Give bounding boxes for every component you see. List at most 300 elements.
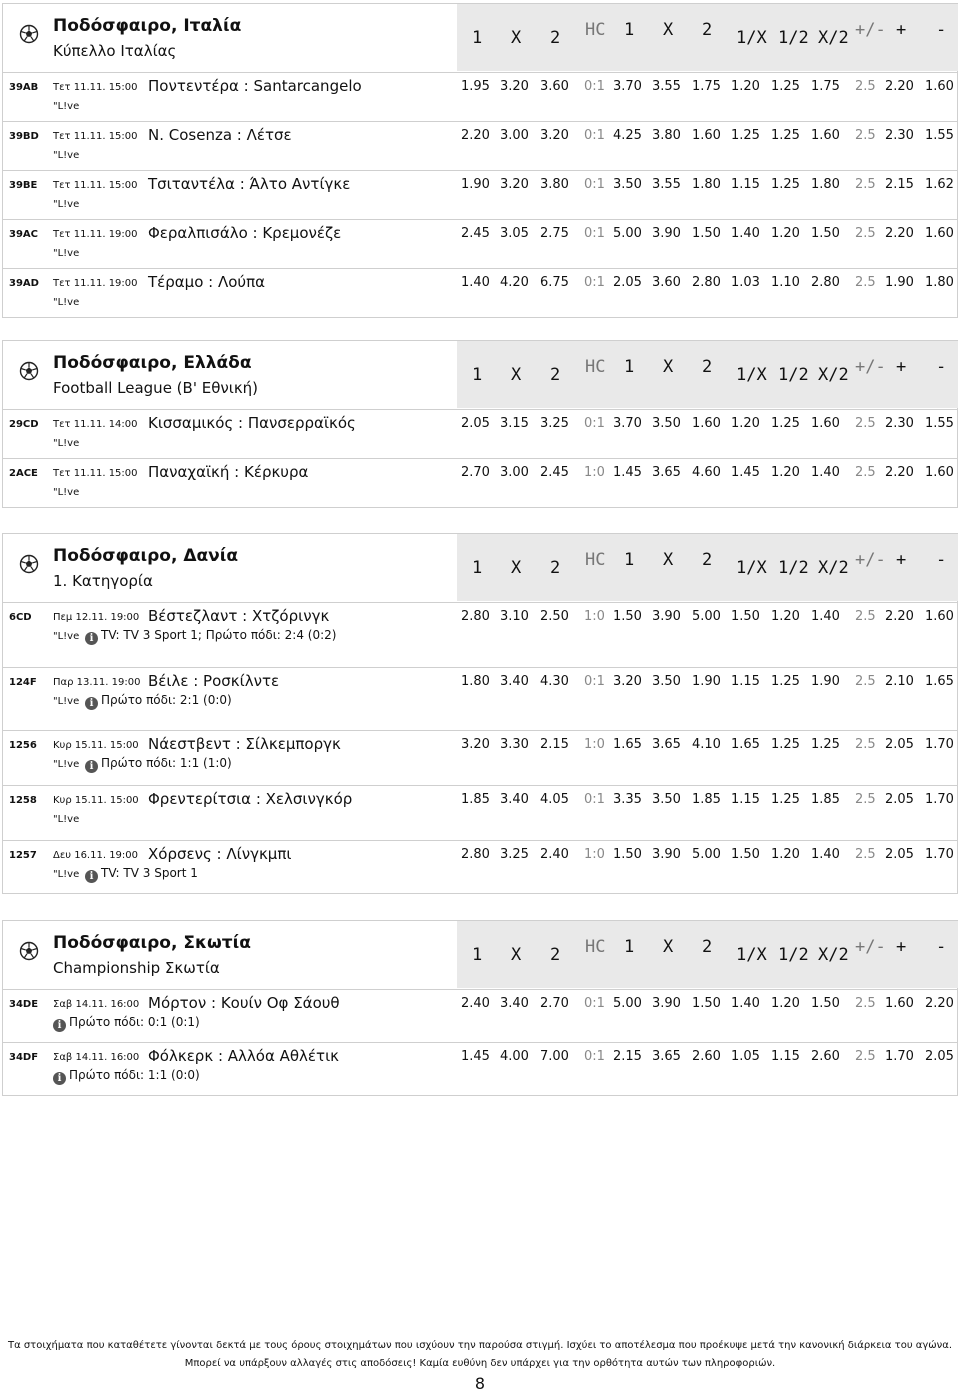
info-icon: i bbox=[85, 870, 98, 883]
odds-value[interactable]: 3.55 bbox=[652, 177, 681, 192]
match-info-text: Πρώτο πόδι: 2:1 (0:0) bbox=[101, 693, 232, 707]
header-ht1x: 1/X bbox=[736, 365, 767, 385]
odds-value[interactable]: 1.50 bbox=[811, 996, 840, 1011]
odds-value[interactable]: 1.15 bbox=[731, 792, 760, 807]
header-ht1x: 1/X bbox=[736, 558, 767, 578]
odds-value[interactable]: 1.60 bbox=[811, 128, 840, 143]
odds-value[interactable]: 1.50 bbox=[613, 847, 642, 862]
odds-value[interactable]: 1.40 bbox=[461, 275, 490, 290]
odds-value[interactable]: 1.25 bbox=[771, 79, 800, 94]
footer-notice: Μπορεί να υπάρξουν αλλαγές στις αποδόσεις! Καμία ευθύνη δεν υπάρχει για την ορθότητα αυτών των πληροφοριών. bbox=[184, 1358, 776, 1369]
match-datetime: Τετ 11.11. 19:00 bbox=[53, 229, 138, 240]
odds-value[interactable]: 3.20 bbox=[613, 674, 642, 689]
odds-value[interactable]: 1.50 bbox=[613, 609, 642, 624]
odds-value[interactable]: 1.60 bbox=[692, 416, 721, 431]
header-over: + bbox=[896, 20, 907, 40]
odds-value[interactable]: 1.50 bbox=[731, 847, 760, 862]
match-row[interactable] bbox=[3, 171, 957, 220]
odds-value[interactable]: 3.65 bbox=[652, 1049, 681, 1064]
match-code: 2ACE bbox=[9, 468, 38, 479]
odds-value[interactable]: 2.45 bbox=[461, 226, 490, 241]
odds-value[interactable]: 2.05 bbox=[885, 847, 914, 862]
odds-value[interactable]: 2.70 bbox=[540, 996, 569, 1011]
match-row[interactable] bbox=[3, 220, 957, 269]
odds-value[interactable]: 1.20 bbox=[771, 847, 800, 862]
odds-value[interactable]: 3.60 bbox=[540, 79, 569, 94]
soccer-ball-icon bbox=[19, 361, 39, 381]
match-code: 1258 bbox=[9, 795, 37, 806]
odds-value[interactable]: 1.75 bbox=[692, 79, 721, 94]
league-title: Ποδόσφαιρο, Ελλάδα bbox=[53, 353, 252, 373]
odds-value[interactable]: 3.50 bbox=[613, 177, 642, 192]
header-hc1: 1 bbox=[624, 357, 635, 377]
odds-value[interactable]: 5.00 bbox=[613, 226, 642, 241]
competition-name: 1. Κατηγορία bbox=[53, 572, 153, 590]
odds-value[interactable]: 3.40 bbox=[500, 674, 529, 689]
odds-value[interactable]: 2.80 bbox=[811, 275, 840, 290]
odds-value[interactable]: 1.70 bbox=[925, 737, 954, 752]
live-badge: "L!ve bbox=[53, 869, 80, 880]
header-hc2: 2 bbox=[702, 20, 713, 40]
odds-value[interactable]: 3.20 bbox=[540, 128, 569, 143]
odds-value[interactable]: 0:1 bbox=[584, 1049, 605, 1064]
match-info bbox=[85, 756, 232, 773]
header-hc: HC bbox=[585, 937, 606, 957]
live-badge: "L!ve bbox=[53, 199, 80, 210]
odds-value[interactable]: 1.65 bbox=[613, 737, 642, 752]
odds-value[interactable]: 2.20 bbox=[885, 226, 914, 241]
live-badge: "L!ve bbox=[53, 438, 80, 449]
odds-value[interactable]: 1.20 bbox=[771, 609, 800, 624]
odds-value[interactable]: 2.80 bbox=[461, 847, 490, 862]
odds-value[interactable]: 5.00 bbox=[613, 996, 642, 1011]
soccer-ball-icon bbox=[19, 24, 39, 44]
header-hx: X bbox=[511, 365, 522, 385]
match-row[interactable] bbox=[3, 459, 957, 507]
odds-value[interactable]: 3.00 bbox=[500, 465, 529, 480]
odds-value[interactable]: 3.40 bbox=[500, 792, 529, 807]
match-datetime: Τετ 11.11. 19:00 bbox=[53, 278, 138, 289]
match-teams: Κισσαμικός : Πανσερραϊκός bbox=[148, 414, 356, 432]
odds-value[interactable]: 2.5 bbox=[855, 79, 876, 94]
header-ht1x: 1/X bbox=[736, 945, 767, 965]
odds-value[interactable]: 2.80 bbox=[461, 609, 490, 624]
match-row[interactable] bbox=[3, 410, 957, 459]
odds-value[interactable]: 1.60 bbox=[885, 996, 914, 1011]
odds-value[interactable]: 1.45 bbox=[461, 1049, 490, 1064]
odds-value[interactable]: 2.40 bbox=[540, 847, 569, 862]
odds-value[interactable]: 2.45 bbox=[540, 465, 569, 480]
odds-value[interactable]: 2.05 bbox=[885, 737, 914, 752]
odds-value[interactable]: 1.60 bbox=[925, 609, 954, 624]
odds-value[interactable]: 3.80 bbox=[540, 177, 569, 192]
match-teams: Μόρτον : Κουίν Οφ Σάουθ bbox=[148, 994, 340, 1012]
info-icon: i bbox=[53, 1072, 66, 1085]
odds-value[interactable]: 1.75 bbox=[811, 79, 840, 94]
odds-value[interactable]: 2.50 bbox=[540, 609, 569, 624]
match-row[interactable] bbox=[3, 731, 957, 786]
odds-value[interactable]: 1.20 bbox=[771, 226, 800, 241]
info-icon: i bbox=[85, 760, 98, 773]
odds-value[interactable]: 1.85 bbox=[811, 792, 840, 807]
match-teams: Τσιταντέλα : Άλτο Αντίγκε bbox=[148, 175, 351, 193]
header-htx2: X/2 bbox=[818, 365, 849, 385]
odds-value[interactable]: 1.95 bbox=[461, 79, 490, 94]
header-h2: 2 bbox=[550, 28, 561, 48]
odds-value[interactable]: 3.20 bbox=[500, 177, 529, 192]
odds-value[interactable]: 1.60 bbox=[925, 226, 954, 241]
odds-value[interactable]: 0:1 bbox=[584, 792, 605, 807]
odds-value[interactable]: 1.25 bbox=[771, 177, 800, 192]
odds-value[interactable]: 1.15 bbox=[731, 177, 760, 192]
odds-value[interactable]: 2.30 bbox=[885, 416, 914, 431]
odds-value[interactable]: 1.65 bbox=[925, 674, 954, 689]
match-datetime: Κυρ 15.11. 15:00 bbox=[53, 795, 139, 806]
odds-value[interactable]: 1.90 bbox=[811, 674, 840, 689]
odds-value[interactable]: 1.80 bbox=[461, 674, 490, 689]
page-number: 8 bbox=[474, 1374, 486, 1393]
odds-value[interactable]: 7.00 bbox=[540, 1049, 569, 1064]
match-row[interactable] bbox=[3, 1043, 957, 1095]
match-code: 39BD bbox=[9, 131, 39, 142]
header-h2: 2 bbox=[550, 558, 561, 578]
odds-value[interactable]: 2.5 bbox=[855, 226, 876, 241]
match-teams: Τέραμο : Λούπα bbox=[148, 273, 266, 291]
odds-value[interactable]: 2.20 bbox=[885, 79, 914, 94]
odds-value[interactable]: 3.20 bbox=[461, 737, 490, 752]
odds-value[interactable]: 1.40 bbox=[811, 465, 840, 480]
odds-value[interactable]: 1.50 bbox=[692, 226, 721, 241]
odds-value[interactable]: 1.25 bbox=[731, 128, 760, 143]
odds-value[interactable]: 3.90 bbox=[652, 996, 681, 1011]
odds-value[interactable]: 2.60 bbox=[811, 1049, 840, 1064]
header-under: - bbox=[936, 357, 947, 377]
header-hc: HC bbox=[585, 550, 606, 570]
odds-value[interactable]: 1.40 bbox=[811, 609, 840, 624]
odds-value[interactable]: 1.40 bbox=[731, 226, 760, 241]
odds-value[interactable]: 1.40 bbox=[731, 996, 760, 1011]
soccer-ball-icon bbox=[19, 941, 39, 961]
competition-name: Football League (B' Εθνική) bbox=[53, 379, 259, 397]
odds-value[interactable]: 3.90 bbox=[652, 226, 681, 241]
odds-value[interactable]: 1.70 bbox=[885, 1049, 914, 1064]
league-section bbox=[2, 533, 958, 894]
live-badge: "L!ve bbox=[53, 101, 80, 112]
odds-value[interactable]: 3.70 bbox=[613, 79, 642, 94]
league-title: Ποδόσφαιρο, Ιταλία bbox=[53, 16, 242, 36]
header-hx: X bbox=[511, 28, 522, 48]
odds-value[interactable]: 2.10 bbox=[885, 674, 914, 689]
odds-value[interactable]: 0:1 bbox=[584, 226, 605, 241]
header-ou: +/- bbox=[855, 357, 886, 377]
odds-value[interactable]: 2.05 bbox=[925, 1049, 954, 1064]
live-badge: "L!ve bbox=[53, 487, 80, 498]
odds-value[interactable]: 2.5 bbox=[855, 737, 876, 752]
odds-value[interactable]: 1.50 bbox=[811, 226, 840, 241]
odds-value[interactable]: 1.80 bbox=[811, 177, 840, 192]
match-teams: Φεραλπισάλο : Κρεμονέζε bbox=[148, 224, 342, 242]
header-hcx: X bbox=[663, 937, 674, 957]
odds-value[interactable]: 2.5 bbox=[855, 674, 876, 689]
header-hc2: 2 bbox=[702, 937, 713, 957]
odds-value[interactable]: 2.5 bbox=[855, 177, 876, 192]
odds-value[interactable]: 1.20 bbox=[731, 79, 760, 94]
match-code: 39BE bbox=[9, 180, 38, 191]
header-hc1: 1 bbox=[624, 20, 635, 40]
match-teams: Βέστεζλαντ : Χτζόρινγκ bbox=[148, 607, 330, 625]
odds-value[interactable]: 2.20 bbox=[925, 996, 954, 1011]
league-title: Ποδόσφαιρο, Δανία bbox=[53, 546, 239, 566]
header-ht12: 1/2 bbox=[778, 365, 809, 385]
odds-value[interactable]: 4.00 bbox=[500, 1049, 529, 1064]
header-hc1: 1 bbox=[624, 937, 635, 957]
odds-value[interactable]: 3.65 bbox=[652, 465, 681, 480]
odds-value[interactable]: 2.5 bbox=[855, 128, 876, 143]
match-info-text: TV: TV 3 Sport 1 bbox=[101, 866, 198, 880]
header-over: + bbox=[896, 550, 907, 570]
live-badge: "L!ve bbox=[53, 696, 80, 707]
odds-value[interactable]: 3.05 bbox=[500, 226, 529, 241]
odds-value[interactable]: 5.00 bbox=[692, 609, 721, 624]
odds-value[interactable]: 2.5 bbox=[855, 847, 876, 862]
match-row[interactable] bbox=[3, 668, 957, 731]
header-htx2: X/2 bbox=[818, 558, 849, 578]
odds-value[interactable]: 1.20 bbox=[771, 996, 800, 1011]
match-teams: N. Cosenza : Λέτσε bbox=[148, 126, 292, 144]
match-code: 34DF bbox=[9, 1052, 39, 1063]
odds-value[interactable]: 1.05 bbox=[731, 1049, 760, 1064]
competition-name: Championship Σκωτία bbox=[53, 959, 220, 977]
odds-value[interactable]: 0:1 bbox=[584, 996, 605, 1011]
odds-value[interactable]: 2.15 bbox=[540, 737, 569, 752]
odds-value[interactable]: 3.25 bbox=[540, 416, 569, 431]
header-ht12: 1/2 bbox=[778, 945, 809, 965]
odds-value[interactable]: 3.90 bbox=[652, 847, 681, 862]
match-row[interactable] bbox=[3, 122, 957, 171]
odds-value[interactable]: 1:0 bbox=[584, 465, 605, 480]
odds-value[interactable]: 1:0 bbox=[584, 609, 605, 624]
match-datetime: Πεμ 12.11. 19:00 bbox=[53, 612, 140, 623]
league-header bbox=[3, 4, 957, 73]
match-info-text: Πρώτο πόδι: 1:1 (0:0) bbox=[69, 1068, 200, 1082]
match-info bbox=[53, 1068, 200, 1085]
match-code: 124F bbox=[9, 677, 37, 688]
odds-value[interactable]: 2.60 bbox=[692, 1049, 721, 1064]
odds-value[interactable]: 2.5 bbox=[855, 465, 876, 480]
odds-value[interactable]: 1.15 bbox=[771, 1049, 800, 1064]
odds-value[interactable]: 3.50 bbox=[652, 792, 681, 807]
odds-value[interactable]: 1.60 bbox=[692, 128, 721, 143]
odds-value[interactable]: 4.30 bbox=[540, 674, 569, 689]
odds-value[interactable]: 0:1 bbox=[584, 674, 605, 689]
match-row[interactable] bbox=[3, 603, 957, 668]
odds-value[interactable]: 2.05 bbox=[885, 792, 914, 807]
match-row[interactable] bbox=[3, 73, 957, 122]
odds-value[interactable]: 1.60 bbox=[925, 465, 954, 480]
odds-value[interactable]: 1.25 bbox=[771, 737, 800, 752]
footer-disclaimer: Τα στοιχήματα που καταθέτετε γίνονται δεκτά με τους όρους στοιχημάτων που ισχύουν την παρούσα στιγμή. Ισχύει το αποτέλεσμα που προέκυψε μετά την κανονική διάρκεια του αγώνα. bbox=[7, 1340, 953, 1351]
odds-value[interactable]: 3.40 bbox=[500, 996, 529, 1011]
odds-value[interactable]: 2.05 bbox=[613, 275, 642, 290]
match-info-text: Πρώτο πόδι: 0:1 (0:1) bbox=[69, 1015, 200, 1029]
match-info bbox=[53, 1015, 200, 1032]
odds-value[interactable]: 1.25 bbox=[771, 128, 800, 143]
odds-value[interactable]: 2.20 bbox=[885, 465, 914, 480]
match-info bbox=[85, 866, 198, 883]
match-datetime: Δευ 16.11. 19:00 bbox=[53, 850, 139, 861]
odds-value[interactable]: 2.05 bbox=[461, 416, 490, 431]
odds-value[interactable]: 2.5 bbox=[855, 416, 876, 431]
odds-value[interactable]: 1.40 bbox=[811, 847, 840, 862]
match-datetime: Παρ 13.11. 19:00 bbox=[53, 677, 141, 688]
header-hc: HC bbox=[585, 20, 606, 40]
odds-value[interactable]: 2.20 bbox=[461, 128, 490, 143]
odds-value[interactable]: 6.75 bbox=[540, 275, 569, 290]
odds-value[interactable]: 3.65 bbox=[652, 737, 681, 752]
match-teams: Φρεντερίτσια : Χελσινγκόρ bbox=[148, 790, 353, 808]
odds-value[interactable]: 1.25 bbox=[771, 792, 800, 807]
odds-value[interactable]: 1.25 bbox=[771, 416, 800, 431]
odds-value[interactable]: 1.03 bbox=[731, 275, 760, 290]
odds-value[interactable]: 0:1 bbox=[584, 177, 605, 192]
header-htx2: X/2 bbox=[818, 945, 849, 965]
odds-value[interactable]: 4.10 bbox=[692, 737, 721, 752]
odds-value[interactable]: 1.70 bbox=[925, 847, 954, 862]
match-row[interactable] bbox=[3, 786, 957, 841]
header-hcx: X bbox=[663, 357, 674, 377]
odds-value[interactable]: 0:1 bbox=[584, 416, 605, 431]
odds-value[interactable]: 1.90 bbox=[461, 177, 490, 192]
odds-value[interactable]: 1.60 bbox=[925, 79, 954, 94]
odds-value[interactable]: 1.15 bbox=[731, 674, 760, 689]
odds-value[interactable]: 3.00 bbox=[500, 128, 529, 143]
match-row[interactable] bbox=[3, 269, 957, 317]
odds-value[interactable]: 1.60 bbox=[811, 416, 840, 431]
odds-value[interactable]: 2.80 bbox=[692, 275, 721, 290]
odds-value[interactable]: 2.70 bbox=[461, 465, 490, 480]
odds-value[interactable]: 3.35 bbox=[613, 792, 642, 807]
odds-value[interactable]: 4.60 bbox=[692, 465, 721, 480]
odds-value[interactable]: 2.15 bbox=[613, 1049, 642, 1064]
match-teams: Βέιλε : Ροσκίλντε bbox=[148, 672, 280, 690]
odds-value[interactable]: 1.90 bbox=[692, 674, 721, 689]
odds-value[interactable]: 1.45 bbox=[613, 465, 642, 480]
odds-value[interactable]: 4.05 bbox=[540, 792, 569, 807]
live-badge: "L!ve bbox=[53, 814, 80, 825]
odds-value[interactable]: 0:1 bbox=[584, 275, 605, 290]
odds-value[interactable]: 1:0 bbox=[584, 737, 605, 752]
odds-value[interactable]: 1.80 bbox=[925, 275, 954, 290]
match-teams: Νάεστβεντ : Σίλκεμποργκ bbox=[148, 735, 341, 753]
header-hx: X bbox=[511, 945, 522, 965]
odds-value[interactable]: 3.50 bbox=[652, 416, 681, 431]
odds-value[interactable]: 2.5 bbox=[855, 1049, 876, 1064]
match-datetime: Τετ 11.11. 15:00 bbox=[53, 82, 138, 93]
odds-value[interactable]: 3.20 bbox=[500, 79, 529, 94]
odds-value[interactable]: 1.55 bbox=[925, 128, 954, 143]
odds-value[interactable]: 3.80 bbox=[652, 128, 681, 143]
odds-value[interactable]: 1.70 bbox=[925, 792, 954, 807]
odds-value[interactable]: 2.30 bbox=[885, 128, 914, 143]
odds-value[interactable]: 4.20 bbox=[500, 275, 529, 290]
match-code: 34DE bbox=[9, 999, 39, 1010]
odds-value[interactable]: 0:1 bbox=[584, 128, 605, 143]
match-code: 1257 bbox=[9, 850, 37, 861]
odds-value[interactable]: 1.50 bbox=[731, 609, 760, 624]
header-h1: 1 bbox=[472, 365, 483, 385]
odds-value[interactable]: 2.40 bbox=[461, 996, 490, 1011]
header-h1: 1 bbox=[472, 558, 483, 578]
header-hc2: 2 bbox=[702, 550, 713, 570]
odds-value[interactable]: 1.25 bbox=[811, 737, 840, 752]
odds-value[interactable]: 3.50 bbox=[652, 674, 681, 689]
odds-value[interactable]: 2.15 bbox=[885, 177, 914, 192]
header-ht12: 1/2 bbox=[778, 28, 809, 48]
odds-value[interactable]: 2.5 bbox=[855, 996, 876, 1011]
odds-value[interactable]: 3.70 bbox=[613, 416, 642, 431]
odds-value[interactable]: 2.5 bbox=[855, 792, 876, 807]
match-code: 1256 bbox=[9, 740, 37, 751]
odds-value[interactable]: 1.62 bbox=[925, 177, 954, 192]
header-over: + bbox=[896, 357, 907, 377]
match-row[interactable] bbox=[3, 841, 957, 893]
live-badge: "L!ve bbox=[53, 150, 80, 161]
odds-value[interactable]: 1.20 bbox=[731, 416, 760, 431]
header-under: - bbox=[936, 20, 947, 40]
odds-value[interactable]: 3.30 bbox=[500, 737, 529, 752]
odds-value[interactable]: 3.10 bbox=[500, 609, 529, 624]
odds-value[interactable]: 1.10 bbox=[771, 275, 800, 290]
odds-value[interactable]: 3.25 bbox=[500, 847, 529, 862]
odds-value[interactable]: 1.90 bbox=[885, 275, 914, 290]
odds-value[interactable]: 1.85 bbox=[461, 792, 490, 807]
odds-value[interactable]: 3.60 bbox=[652, 275, 681, 290]
match-info-text: TV: TV 3 Sport 1; Πρώτο πόδι: 2:4 (0:2) bbox=[101, 628, 337, 642]
odds-value[interactable]: 2.20 bbox=[885, 609, 914, 624]
odds-value[interactable]: 3.55 bbox=[652, 79, 681, 94]
odds-value[interactable]: 1.65 bbox=[731, 737, 760, 752]
odds-value[interactable]: 1.55 bbox=[925, 416, 954, 431]
odds-value[interactable]: 1.45 bbox=[731, 465, 760, 480]
odds-value[interactable]: 1.80 bbox=[692, 177, 721, 192]
header-ou: +/- bbox=[855, 550, 886, 570]
league-section bbox=[2, 920, 958, 1096]
odds-value[interactable]: 3.15 bbox=[500, 416, 529, 431]
league-header bbox=[3, 534, 957, 603]
match-datetime: Τετ 11.11. 15:00 bbox=[53, 180, 138, 191]
competition-name: Κύπελλο Ιταλίας bbox=[53, 42, 177, 60]
match-teams: Χόρσενς : Λίνγκμπι bbox=[148, 845, 292, 863]
odds-value[interactable]: 2.5 bbox=[855, 275, 876, 290]
odds-value[interactable]: 4.25 bbox=[613, 128, 642, 143]
odds-value[interactable]: 2.5 bbox=[855, 609, 876, 624]
odds-value[interactable]: 1.85 bbox=[692, 792, 721, 807]
odds-value[interactable]: 2.75 bbox=[540, 226, 569, 241]
match-row[interactable] bbox=[3, 990, 957, 1043]
match-info-text: Πρώτο πόδι: 1:1 (1:0) bbox=[101, 756, 232, 770]
match-datetime: Τετ 11.11. 15:00 bbox=[53, 468, 138, 479]
odds-value[interactable]: 1.50 bbox=[692, 996, 721, 1011]
match-datetime: Κυρ 15.11. 15:00 bbox=[53, 740, 139, 751]
odds-value[interactable]: 1.25 bbox=[771, 674, 800, 689]
odds-value[interactable]: 3.90 bbox=[652, 609, 681, 624]
odds-value[interactable]: 5.00 bbox=[692, 847, 721, 862]
match-teams: Ποντεντέρα : Santarcangelo bbox=[148, 77, 362, 95]
odds-value[interactable]: 0:1 bbox=[584, 79, 605, 94]
match-teams: Φόλκερκ : Αλλόα Αθλέτικ bbox=[148, 1047, 339, 1065]
odds-value[interactable]: 1.20 bbox=[771, 465, 800, 480]
odds-value[interactable]: 1:0 bbox=[584, 847, 605, 862]
